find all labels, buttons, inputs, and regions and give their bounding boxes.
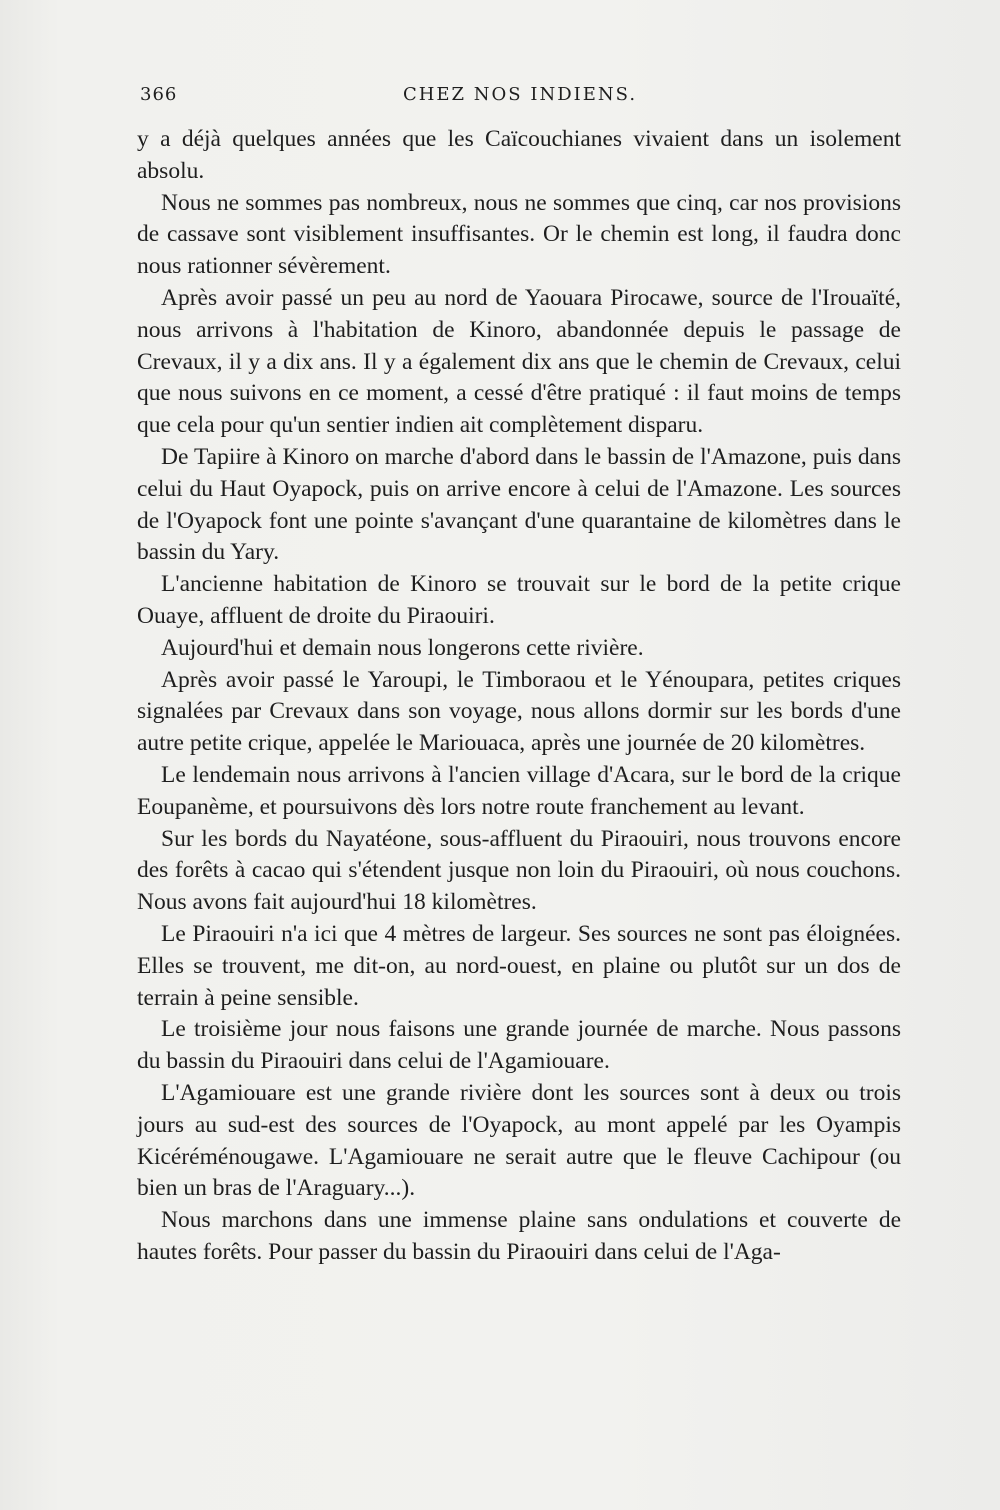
- paragraph-13: Nous marchons dans une immense plaine sans ondulations et couverte de hautes forêts. Pour passer du bassin du Piraouiri dans celui de l'Aga-: [137, 1207, 901, 1265]
- paragraph-3: Après avoir passé un peu au nord de Yaouara Pirocawe, source de l'Irouaïté, nous arrivons à l'habitation de Kinoro, abandonnée depuis le passage de Crevaux, il y a dix ans. Il y a également dix ans que le chemin de Crevaux, celui que nous suivons en ce moment, a cessé d'être pratiqué : il faut moins de temps que cela pour qu'un sentier indien ait complètement disparu.: [137, 284, 901, 439]
- paragraph-1: y a déjà quelques années que les Caïcouchianes vivaient dans un isolement absolu.: [137, 126, 901, 184]
- paragraph-9: Sur les bords du Nayatéone, sous-affluent du Piraouiri, nous trouvons encore des forêts à cacao qui s'étendent jusque non loin du Piraouiri, où nous couchons. Nous avons fait aujourd'hui 18 kilomètres.: [137, 825, 901, 916]
- paragraph-10: Le Piraouiri n'a ici que 4 mètres de largeur. Ses sources ne sont pas éloignées. Elles se trouvent, me dit-on, au nord-ouest, en plaine ou plutôt sur un dos de terrain à peine sensible.: [137, 920, 901, 1011]
- paragraph-5: L'ancienne habitation de Kinoro se trouvait sur le bord de la petite crique Ouaye, affluent de droite du Piraouiri.: [137, 571, 901, 629]
- page-header: [140, 84, 900, 114]
- paragraph-6: Aujourd'hui et demain nous longerons cette rivière.: [161, 634, 644, 661]
- paragraph-7: Après avoir passé le Yaroupi, le Timboraou et le Yénoupara, petites criques signalées par Crevaux dans son voyage, nous allons dormir sur les bords d'une autre petite crique, appelée le Mariouaca, après une journée de 20 kilomètres.: [137, 666, 901, 757]
- page-number: 366: [140, 84, 178, 105]
- paragraph-12: L'Agamiouare est une grande rivière dont les sources sont à deux ou trois jours au sud-est des sources de l'Oyapock, au mont appelé par les Oyampis Kicéréménougawe. L'Agamiouare ne serait autre que le fleuve Cachipour (ou bien un bras de l'Araguary...).: [137, 1079, 901, 1202]
- paragraph-11: Le troisième jour nous faisons une grande journée de marche. Nous passons du bassin du Piraouiri dans celui de l'Agamiouare.: [137, 1016, 901, 1075]
- body-text: [137, 124, 901, 1269]
- paragraph-4: De Tapiire à Kinoro on marche d'abord dans le bassin de l'Amazone, puis dans celui du Haut Oyapock, puis on arrive encore à celui de l'Amazone. Les sources de l'Oyapock font une pointe s'avançant d'une quarantaine de kilomètres dans le bassin du Yary.: [137, 443, 901, 566]
- paragraph-2: Nous ne sommes pas nombreux, nous ne sommes que cinq, car nos provisions de cassave sont visiblement insuffisantes. Or le chemin est long, il faudra donc nous rationner sévèrement.: [137, 189, 901, 280]
- running-title: CHEZ NOS INDIENS.: [402, 84, 638, 105]
- paragraph-8: Le lendemain nous arrivons à l'ancien village d'Acara, sur le bord de la crique Eoupanème, et poursuivons dès lors notre route franchement au levant.: [137, 761, 901, 820]
